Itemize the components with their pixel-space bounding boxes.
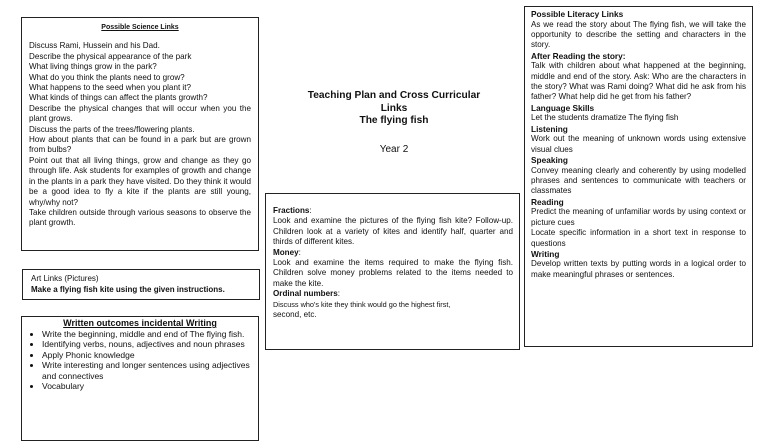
art-heading: Art Links (Pictures) [31,274,99,283]
money-text: Look and examine the items required to make the flying fish. Children solve money problems related to the items needed to make the kite. [273,258,513,288]
science-line: Describe the physical changes that will occur when you the plant grows. [29,103,251,124]
reading-text-2: Locate specific information in a short text in response to questions [531,228,746,248]
listening-heading: Listening [531,123,568,134]
reading-heading: Reading [531,196,564,207]
numeracy-links-box: Fractions: Look and examine the pictures of the flying fish kite? Follow-up. Children look at a variety of kites and identify half, quarter and thirds of different kites. Money: Look and examine the items required to make the flying fish. Children solve money problems related to the items needed to make the kite. Ordinal numbers: Discuss who's kite they think would go the highest first, second, etc. [265,193,520,350]
list-item: • Write the beginning, middle and end of The flying fish. [42,329,252,339]
writing-heading: Written outcomes incidental Writing [63,318,217,328]
literacy-intro: As we read the story about The flying fish, we will take the opportunity to describe the setting and characters in the story. [531,19,746,50]
list-item: • Identifying verbs, nouns, adjectives and noun phrases [42,339,252,349]
speaking-text: Convey meaning clearly and coherently by using modelled phrases and sentences to communicate with teachers or classmates [531,165,746,196]
reading-text: Predict the meaning of unfamiliar words by using context or picture cues [531,207,746,227]
ordinal-text: Discuss who's kite they think would go the highest first, [273,299,451,309]
page-title-block [270,90,518,155]
speaking-heading: Speaking [531,155,568,166]
year-label: Year 2 [379,143,409,155]
list-item: • Vocabulary [42,381,252,391]
money-heading: Money [273,247,299,257]
ordinal-heading: Ordinal numbers [273,289,338,299]
science-line: Describe the physical appearance of the park [29,51,192,61]
science-line: What do you think the plants need to grow? [29,72,185,82]
ordinal-text-continued: second, etc. [273,310,317,320]
after-reading-text: Talk with children about what happened at the beginning, middle and end of the story. Ask: Who are the characters in the story? What was Rami doing? What did he ask from his father? What help did he get from his father? [531,61,746,102]
science-links-box [21,17,259,251]
art-links-box [22,269,260,300]
science-line: Discuss Rami, Hussein and his Dad. [29,41,160,51]
science-line: Point out that all living things, grow and change as they go through life. Ask students for examples of growth and change in the plants in a park they have visited. Do they think it would be a good idea to fly a kite if the plants are still young, why/why not? [29,155,251,207]
fractions-text: Look and examine the pictures of the flying fish kite? Follow-up. Children look at a variety of kites and identify half, quarter and thirds of different kites. [273,216,513,247]
literacy-links-box [524,6,753,347]
science-line: Discuss the parts of the trees/flowering plants. [29,124,195,134]
writing-outcomes-box [21,316,259,441]
fractions-heading: Fractions [273,206,310,215]
listening-text: Work out the meaning of unknown words using extensive visual clues [531,134,746,154]
science-heading: Possible Science Links [101,24,179,31]
science-line: What kinds of things can affect the plants growth? [29,93,208,103]
title-line-1: Teaching Plan and Cross Curricular [307,90,481,101]
art-instruction: Make a flying fish kite using the given instructions. [31,285,225,294]
writing-skill-heading: Writing [531,248,560,259]
writing-skill-text: Develop written texts by putting words in a logical order to make meaningful phrases or sentences. [531,259,746,279]
title-line-2: Links [380,102,408,114]
language-skills-text: Let the students dramatize The flying fish [531,113,679,123]
science-line: What living things grow in the park? [29,62,157,72]
literacy-heading: Possible Literacy Links [531,9,624,19]
list-item: • Apply Phonic knowledge [42,350,252,360]
writing-list [28,329,252,391]
language-skills-heading: Language Skills [531,102,595,113]
title-line-3: The flying fish [359,115,429,126]
list-item: • Write interesting and longer sentences using adjectives and connectives [42,360,252,381]
science-line: How about plants that can be found in a park but are grown from bulbs? [29,135,251,155]
science-line: Take children outside through various seasons to observe the plant growth. [29,207,251,228]
science-line: What happens to the seed when you plant it? [29,83,191,93]
after-reading-heading: After Reading the story: [531,50,626,61]
